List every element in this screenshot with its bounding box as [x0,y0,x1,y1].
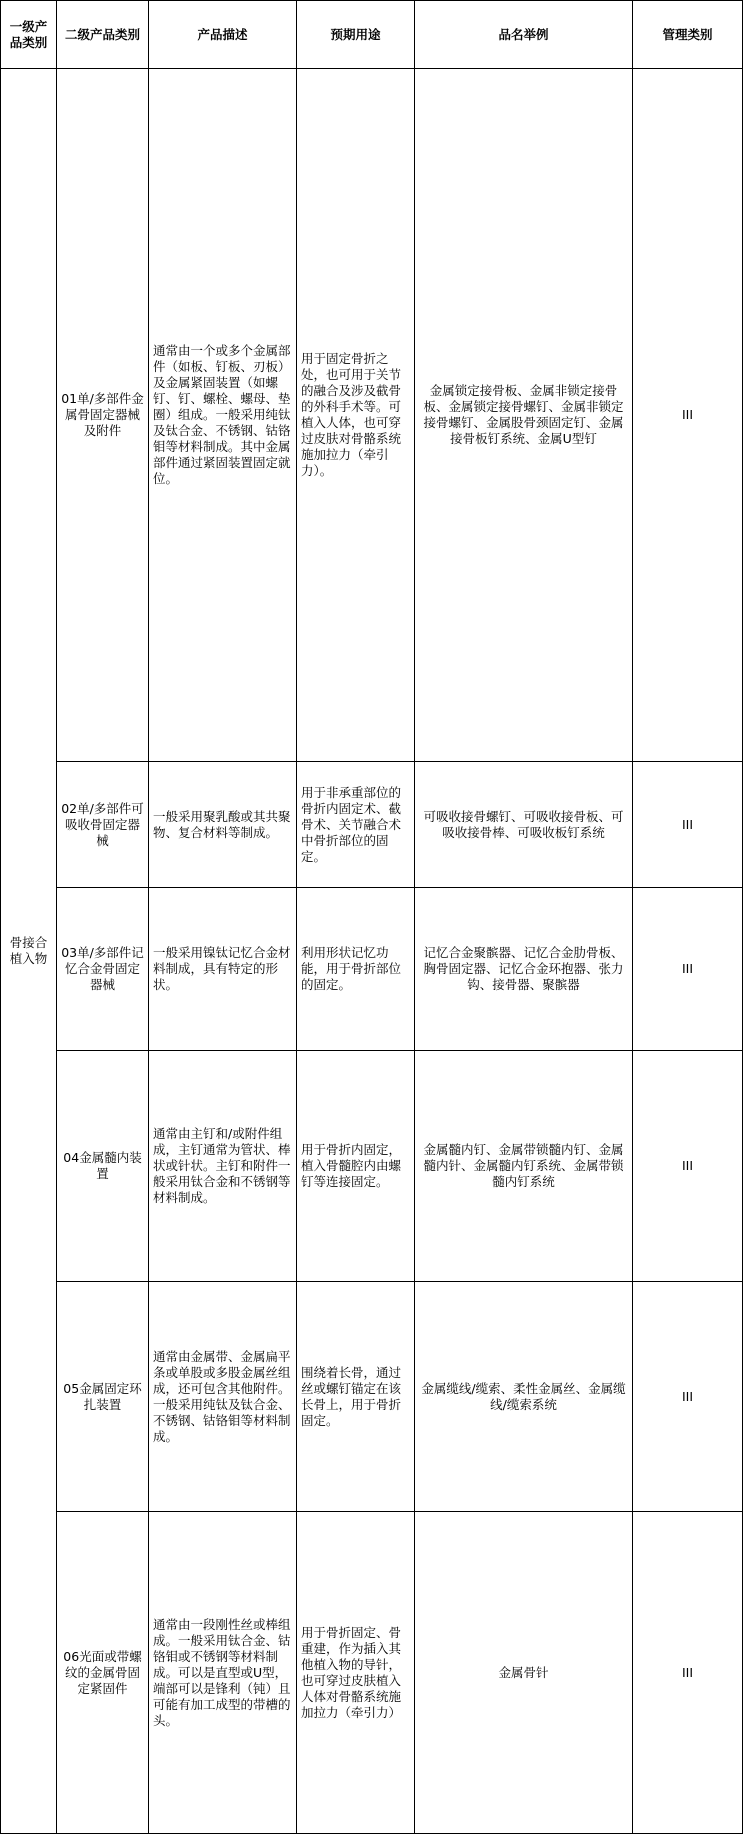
second-category-cell: 01单/多部件金属骨固定器械及附件 [57,69,149,762]
examples-cell: 金属骨针 [415,1512,633,1834]
table-row [1,1051,743,1282]
table-row [1,762,743,888]
management-class-cell: III [633,1512,743,1834]
management-class-cell: III [633,762,743,888]
intended-use-cell: 围绕着长骨，通过丝或螺钉锚定在该长骨上，用于骨折固定。 [297,1282,415,1512]
description-cell: 通常由主钉和/或附件组成，主钉通常为管状、棒状或针状。主钉和附件一般采用钛合金和不锈钢等材料制成。 [149,1051,297,1282]
header-intended-use: 预期用途 [297,1,415,69]
header-description: 产品描述 [149,1,297,69]
header-examples: 品名举例 [415,1,633,69]
table-row [1,1282,743,1512]
intended-use-cell: 用于骨折内固定，植入骨髓腔内由螺钉等连接固定。 [297,1051,415,1282]
intended-use-cell: 利用形状记忆功能，用于骨折部位的固定。 [297,888,415,1051]
table-row [1,69,743,762]
description-cell: 一般采用镍钛记忆合金材料制成，具有特定的形状。 [149,888,297,1051]
second-category-cell: 06光面或带螺纹的金属骨固定紧固件 [57,1512,149,1834]
header-management-class: 管理类别 [633,1,743,69]
management-class-cell: III [633,1282,743,1512]
header-first-category: 一级产品类别 [1,1,57,69]
second-category-cell: 03单/多部件记忆合金骨固定器械 [57,888,149,1051]
intended-use-cell: 用于骨折固定、骨重建，作为插入其他植入物的导针，也可穿过皮肤植入人体对骨骼系统施加拉力（牵引力） [297,1512,415,1834]
description-cell: 通常由金属带、金属扁平条或单股或多股金属丝组成，还可包含其他附件。一般采用纯钛及钛合金、不锈钢、钴铬钼等材料制成。 [149,1282,297,1512]
header-row [1,1,743,69]
second-category-cell: 05金属固定环扎装置 [57,1282,149,1512]
first-category-cell: 骨接合植入物 [1,69,57,1834]
examples-cell: 记忆合金聚髌器、记忆合金肋骨板、胸骨固定器、记忆合金环抱器、张力钩、接骨器、聚髌器 [415,888,633,1051]
intended-use-cell: 用于固定骨折之处，也可用于关节的融合及涉及截骨的外科手术等。可植入人体，也可穿过皮肤对骨骼系统施加拉力（牵引力）。 [297,69,415,762]
description-cell: 一般采用聚乳酸或其共聚物、复合材料等制成。 [149,762,297,888]
header-second-category: 二级产品类别 [57,1,149,69]
table-row [1,1512,743,1834]
description-cell: 通常由一段刚性丝或棒组成。一般采用钛合金、钴铬钼或不锈钢等材料制成。可以是直型或U型，端部可以是锋利（钝）且可能有加工成型的带槽的头。 [149,1512,297,1834]
intended-use-cell: 用于非承重部位的骨折内固定术、截骨术、关节融合术中骨折部位的固定。 [297,762,415,888]
second-category-cell: 02单/多部件可吸收骨固定器械 [57,762,149,888]
examples-cell: 金属锁定接骨板、金属非锁定接骨板、金属锁定接骨螺钉、金属非锁定接骨螺钉、金属股骨颈固定钉、金属接骨板钉系统、金属U型钉 [415,69,633,762]
management-class-cell: III [633,69,743,762]
table-row [1,888,743,1051]
management-class-cell: III [633,1051,743,1282]
examples-cell: 金属髓内钉、金属带锁髓内钉、金属髓内针、金属髓内钉系统、金属带锁髓内钉系统 [415,1051,633,1282]
examples-cell: 可吸收接骨螺钉、可吸收接骨板、可吸收接骨棒、可吸收板钉系统 [415,762,633,888]
management-class-cell: III [633,888,743,1051]
second-category-cell: 04金属髓内装置 [57,1051,149,1282]
description-cell: 通常由一个或多个金属部件（如板、钉板、刃板）及金属紧固装置（如螺钉、钉、螺栓、螺母、垫圈）组成。一般采用纯钛及钛合金、不锈钢、钴铬钼等材料制成。其中金属部件通过紧固装置固定就位。 [149,69,297,762]
examples-cell: 金属缆线/缆索、柔性金属丝、金属缆线/缆索系统 [415,1282,633,1512]
